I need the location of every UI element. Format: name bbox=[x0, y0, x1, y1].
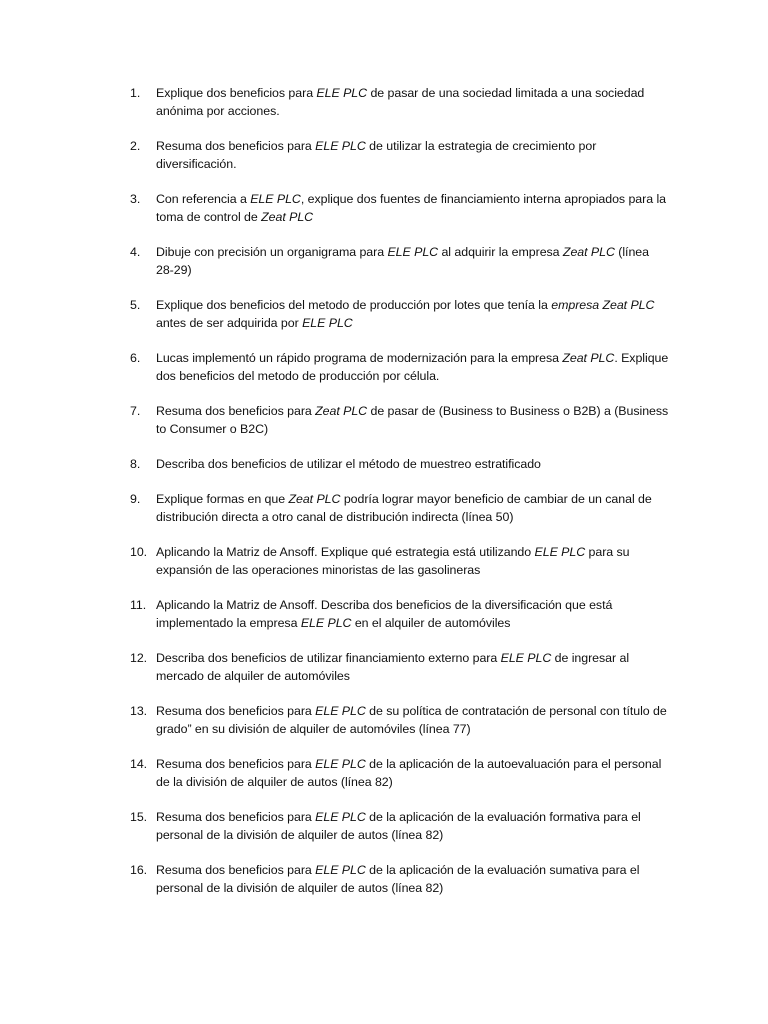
question-text-segment: de utilizar la estrategia de crecimiento por diversificación. bbox=[156, 139, 597, 171]
question-item bbox=[130, 455, 670, 473]
question-item bbox=[130, 649, 670, 685]
question-text-segment: Lucas implementó un rápido programa de modernización para la empresa bbox=[156, 351, 563, 365]
question-text-segment: Resuma dos beneficios para bbox=[156, 139, 316, 153]
question-text-segment: al adquirir la empresa bbox=[438, 245, 563, 259]
question-number: 3. bbox=[130, 192, 141, 206]
question-number: 14. bbox=[130, 757, 148, 771]
company-name: ELE PLC bbox=[315, 139, 366, 153]
company-name: ELE PLC bbox=[250, 192, 301, 206]
company-name: ELE PLC bbox=[302, 316, 353, 330]
question-text bbox=[156, 704, 667, 736]
question-text-segment: Explique dos beneficios del metodo de producción por lotes que tenía la bbox=[156, 298, 552, 312]
company-name: ELE PLC bbox=[387, 245, 439, 259]
question-item bbox=[130, 190, 670, 226]
question-item bbox=[130, 137, 670, 173]
company-name: Zeat PLC bbox=[288, 492, 341, 506]
question-item bbox=[130, 84, 670, 120]
question-text bbox=[156, 351, 668, 383]
question-item bbox=[130, 808, 670, 844]
question-item bbox=[130, 702, 670, 738]
question-text-segment: Con referencia a bbox=[156, 192, 251, 206]
question-number: 6. bbox=[130, 351, 141, 365]
question-number: 2. bbox=[130, 139, 141, 153]
question-item bbox=[130, 861, 670, 897]
question-text-segment: de ingresar al mercado de alquiler de automóviles bbox=[156, 651, 630, 683]
question-number: 15. bbox=[130, 810, 148, 824]
company-name: Zeat PLC bbox=[261, 210, 314, 224]
company-name: empresa Zeat PLC bbox=[551, 298, 655, 312]
question-number: 16. bbox=[130, 863, 148, 877]
question-text bbox=[156, 651, 629, 683]
question-number: 7. bbox=[130, 404, 141, 418]
company-name: ELE PLC bbox=[315, 810, 366, 824]
question-item bbox=[130, 543, 670, 579]
question-item bbox=[130, 490, 670, 526]
question-text-segment: Dibuje con precisión un organigrama para bbox=[156, 245, 388, 259]
question-text-segment: de la aplicación de la evaluación formativa para el personal de la división de alquiler de autos (línea 82) bbox=[156, 810, 641, 842]
question-text bbox=[156, 245, 649, 277]
question-text-segment: , explique dos fuentes de financiamiento interna apropiados para la toma de control de bbox=[156, 192, 667, 224]
question-number: 12. bbox=[130, 651, 148, 665]
company-name: Zeat PLC bbox=[562, 351, 615, 365]
question-text bbox=[156, 404, 668, 436]
company-name: ELE PLC bbox=[300, 616, 352, 630]
question-list bbox=[130, 84, 670, 914]
company-name: ELE PLC bbox=[315, 757, 366, 771]
question-text bbox=[156, 757, 661, 789]
question-item bbox=[130, 296, 670, 332]
question-text-segment: (línea 28-29) bbox=[156, 245, 649, 277]
question-text-segment: Aplicando la Matriz de Ansoff. Describa dos beneficios de la diversificación que está implementado la empresa bbox=[156, 598, 613, 630]
question-text bbox=[156, 139, 596, 171]
question-text-segment: podría lograr mayor beneficio de cambiar de un canal de distribución directa a otro canal de distribución indirecta (línea 50) bbox=[156, 492, 652, 524]
question-text-segment: de pasar de (Business to Business o B2B) a (Business to Consumer o B2C) bbox=[156, 404, 669, 436]
company-name: ELE PLC bbox=[315, 863, 366, 877]
question-item bbox=[130, 755, 670, 791]
question-text-segment: de la aplicación de la evaluación sumativa para el personal de la división de alquiler de autos (línea 82) bbox=[156, 863, 640, 895]
question-number: 8. bbox=[130, 457, 141, 471]
question-text-segment: de la aplicación de la autoevaluación para el personal de la división de alquiler de autos (línea 82) bbox=[156, 757, 662, 789]
question-text bbox=[156, 545, 630, 577]
question-text-segment: Resuma dos beneficios para bbox=[156, 404, 316, 418]
question-text-segment: de su política de contratación de personal con título de grado” en su división de alquiler de automóviles (línea 77) bbox=[156, 704, 667, 736]
question-number: 4. bbox=[130, 245, 141, 259]
company-name: ELE PLC bbox=[316, 86, 368, 100]
question-text-segment: Resuma dos beneficios para bbox=[156, 810, 316, 824]
question-text bbox=[156, 492, 652, 524]
company-name: ELE PLC bbox=[534, 545, 586, 559]
question-text-segment: . Explique dos beneficios del metodo de producción por célula. bbox=[156, 351, 669, 383]
question-number: 1. bbox=[130, 86, 141, 100]
question-item bbox=[130, 596, 670, 632]
question-text-segment: Resuma dos beneficios para bbox=[156, 704, 316, 718]
question-item bbox=[130, 349, 670, 385]
question-item bbox=[130, 243, 670, 279]
question-text bbox=[156, 192, 666, 224]
question-text-segment: Aplicando la Matriz de Ansoff. Explique qué estrategia está utilizando bbox=[156, 545, 535, 559]
question-number: 9. bbox=[130, 492, 141, 506]
question-text-segment: Explique formas en que bbox=[156, 492, 289, 506]
question-number: 5. bbox=[130, 298, 141, 312]
company-name: Zeat PLC bbox=[315, 404, 368, 418]
question-number: 11. bbox=[130, 598, 147, 612]
question-text-segment: para su expansión de las operaciones minoristas de las gasolineras bbox=[156, 545, 630, 577]
question-text-segment: Explique dos beneficios para bbox=[156, 86, 317, 100]
question-text bbox=[156, 863, 639, 895]
question-text-segment: Describa dos beneficios de utilizar el método de muestreo estratificado bbox=[156, 457, 541, 471]
question-text-segment: en el alquiler de automóviles bbox=[351, 616, 511, 630]
question-text-segment: Resuma dos beneficios para bbox=[156, 863, 316, 877]
question-text bbox=[156, 810, 641, 842]
question-text bbox=[156, 598, 612, 630]
company-name: ELE PLC bbox=[315, 704, 366, 718]
question-text bbox=[156, 457, 541, 471]
question-number: 13. bbox=[130, 704, 148, 718]
company-name: Zeat PLC bbox=[562, 245, 615, 259]
question-text-segment: Resuma dos beneficios para bbox=[156, 757, 316, 771]
question-text bbox=[156, 298, 654, 330]
question-number: 10. bbox=[130, 545, 148, 559]
question-text-segment: Describa dos beneficios de utilizar financiamiento externo para bbox=[156, 651, 501, 665]
question-item bbox=[130, 402, 670, 438]
question-text-segment: antes de ser adquirida por bbox=[156, 316, 303, 330]
question-text bbox=[156, 86, 644, 118]
company-name: ELE PLC bbox=[500, 651, 552, 665]
question-text-segment: de pasar de una sociedad limitada a una sociedad anónima por acciones. bbox=[156, 86, 645, 118]
